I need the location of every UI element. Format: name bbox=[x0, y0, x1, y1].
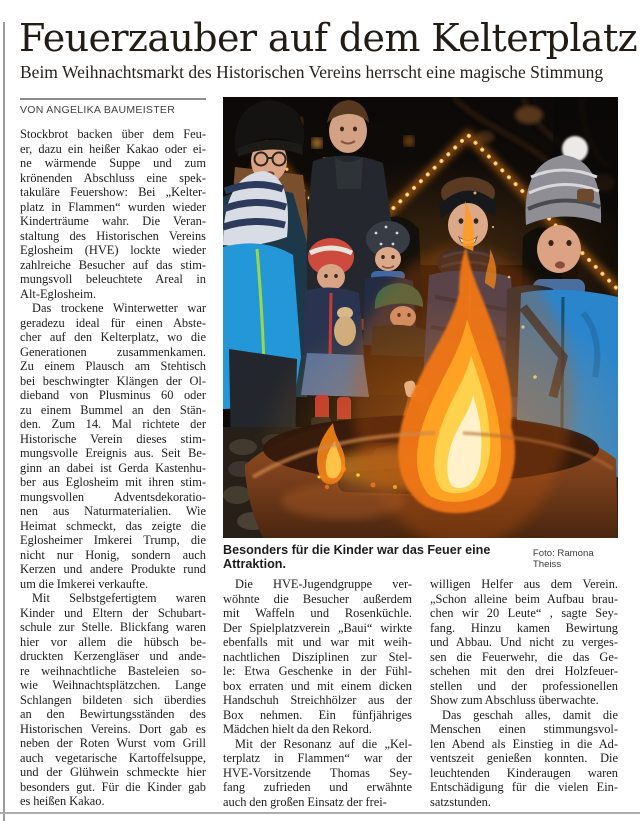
text-line: Generationen zusammenkamen. bbox=[20, 344, 206, 359]
text-line: Historischen Vereins. Dort gab es bbox=[20, 721, 206, 736]
text-line: dieband von Plusminus 60 oder bbox=[20, 388, 206, 402]
text-line: wöhnte die Besucher außerdem bbox=[223, 591, 412, 606]
text-line: platz in Flammen“ wurden wieder bbox=[20, 199, 206, 214]
text-line: ne wärmende Suppe und zum bbox=[20, 156, 206, 170]
text-line: Entschädigung für die vielen Ein- bbox=[430, 780, 618, 794]
text-line: takuläre Feuershow: Bei „Kelter- bbox=[20, 185, 206, 199]
text-line: Mit der Resonanz auf die „Kel- bbox=[235, 736, 412, 751]
text-line: Box nehmen. Ein fünfjähriges bbox=[223, 707, 412, 722]
text-line: hier vor allem die hübsch be- bbox=[20, 634, 206, 649]
text-line: leuchtenden Kinderaugen waren bbox=[430, 765, 618, 780]
paragraph bbox=[223, 737, 412, 810]
bottom-rule bbox=[0, 812, 640, 814]
text-line: auch den großen Einsatz der frei- bbox=[223, 794, 387, 809]
text-line: ebenfalls mit und war mit weih- bbox=[223, 635, 412, 649]
text-line: wie Weihnachtsplätzchen. Lange bbox=[20, 678, 206, 692]
text-line: box erraten und mit einem dicken bbox=[223, 678, 412, 693]
text-line: es heißen Kakao. bbox=[20, 794, 105, 808]
left-column-rule bbox=[3, 22, 5, 821]
text-line: Die HVE-Jugendgruppe ver- bbox=[235, 577, 412, 591]
text-line: Historische Verein dieses stim- bbox=[20, 431, 206, 446]
text-line: auch vegetarische Kartoffelsuppe, bbox=[20, 750, 206, 765]
text-column-middle bbox=[223, 577, 412, 809]
text-line: nicht nur Honig, sondern auch bbox=[20, 547, 206, 562]
text-line: „Schon alleine beim Aufbau brau- bbox=[430, 591, 618, 606]
text-line: sen die Feuerwehr, die das Ge- bbox=[430, 649, 618, 664]
text-line: mungsvollen Adventsdekoratio- bbox=[20, 489, 206, 504]
text-line: Zu einem Plausch am Stehtisch bbox=[20, 359, 206, 373]
text-line: zu einem Bummel an den Stän- bbox=[20, 402, 206, 417]
text-line: schehen mit den drei Holzfeuer- bbox=[430, 664, 618, 678]
text-line: Das geschah alles, damit die bbox=[442, 707, 618, 722]
text-column-left bbox=[20, 127, 206, 809]
text-line: er, dazu ein heißer Kakao oder ei- bbox=[20, 141, 206, 156]
text-line: Kerzen und andere Produkte rund bbox=[20, 562, 206, 576]
text-line: und Abbau. Und nicht zu verges- bbox=[430, 635, 618, 649]
text-line: Handschuh Streichhölzer aus der bbox=[223, 693, 412, 707]
text-line: besonders gut. Für die Kinder gab bbox=[20, 779, 206, 794]
text-line: terplatz in Flammen“ war der bbox=[223, 751, 412, 765]
text-line: mit Waffeln und Rosenküchle. bbox=[223, 606, 412, 620]
text-line: krönenden Abschluss eine spek- bbox=[20, 170, 206, 185]
text-line: cher auf den Kelterplatz, wo die bbox=[20, 330, 206, 344]
text-line: um die Imkerei verkaufte. bbox=[20, 576, 149, 591]
text-line: ber aus Eglosheim mit ihren stim- bbox=[20, 475, 206, 489]
text-line: Alt-Eglosheim. bbox=[20, 286, 97, 301]
text-line: fang. Hinzu kamen Bewirtung bbox=[430, 620, 618, 635]
text-line: satzstunden. bbox=[430, 794, 491, 809]
text-line: bei beschwingter Klängen der Ol- bbox=[20, 373, 206, 388]
article-byline: VON ANGELIKA BAUMEISTER bbox=[20, 104, 176, 116]
text-line: Heimat schmeckt, das zeigte die bbox=[20, 518, 206, 533]
text-line: nen aus Naturmaterialien. Wie bbox=[20, 504, 206, 518]
text-line: len Abend als Einstieg in die Ad- bbox=[430, 736, 618, 751]
article-headline: Feuerzauber auf dem Kelterplatz bbox=[19, 16, 638, 60]
text-line: mungsvolle Ereignis aus. Seit Be- bbox=[20, 446, 206, 460]
text-line: ginn an dabei ist Gerda Kastenhu- bbox=[20, 460, 206, 475]
text-line: nachtlichen Disziplinen zur Stel- bbox=[223, 649, 412, 664]
text-line: Das trockene Winterwetter war bbox=[32, 301, 206, 315]
text-line: Mädchen hielt da den Rekord. bbox=[223, 722, 372, 736]
photo-caption: Besonders für die Kinder war das Feuer eine Attraktion. bbox=[223, 543, 491, 571]
text-line: Menschen einen stimmungsvol- bbox=[430, 722, 618, 736]
text-line: schule zur Stelle. Blickfang waren bbox=[20, 620, 206, 634]
paragraph bbox=[430, 708, 618, 810]
text-line: Kinderträume wahr. Die Veran- bbox=[20, 214, 206, 228]
text-line: HVE-Vorsitzende Thomas Sey- bbox=[223, 765, 412, 780]
text-line: Mit Selbstgefertigtem waren bbox=[32, 591, 206, 605]
text-line: mungsvoll beleuchtete Areal in bbox=[20, 272, 206, 286]
text-line: Schlangen bildeten sich überdies bbox=[20, 692, 206, 707]
text-line: den. Zum 14. Mal richtete der bbox=[20, 417, 206, 431]
text-line: neben der Roten Wurst vom Grill bbox=[20, 736, 206, 750]
text-line: stellen und der professionellen bbox=[430, 678, 618, 693]
photo-caption-row bbox=[223, 543, 618, 571]
article-photo bbox=[223, 97, 618, 538]
text-line: willigen Helfer aus dem Verein. bbox=[430, 577, 618, 591]
text-line: chen wir 20 Leute“ , sagte Sey- bbox=[430, 606, 618, 620]
text-line: und der Glühwein schmeckte hier bbox=[20, 765, 206, 779]
paragraph bbox=[20, 127, 206, 301]
text-line: Der Spielplatzverein „Baui“ wirkte bbox=[223, 620, 412, 635]
text-line: staltung des Historischen Vereins bbox=[20, 228, 206, 243]
text-line: re weihnachtliche Basteleien so- bbox=[20, 663, 206, 678]
text-column-right bbox=[430, 577, 618, 809]
text-line: Eglosheim (HVE) lockte wieder bbox=[20, 243, 206, 257]
paragraph bbox=[430, 577, 618, 708]
text-line: Kinder und Eltern der Schubart- bbox=[20, 605, 206, 620]
text-line: ventszeit genießen konnten. Die bbox=[430, 751, 618, 765]
text-line: druckten Kerzengläser und ande- bbox=[20, 649, 206, 663]
byline-rule bbox=[20, 98, 206, 100]
text-line: Eglosheimer Imkerei Trump, die bbox=[20, 533, 206, 547]
text-line: an den Bewirtungsständen des bbox=[20, 707, 206, 721]
text-line: le: Etwa Geschenke in der Fühl- bbox=[223, 664, 412, 678]
text-line: fang zufrieden und erwähnte bbox=[223, 780, 412, 794]
photo-illustration bbox=[223, 97, 618, 538]
paragraph bbox=[20, 301, 206, 591]
text-line: Stockbrot backen über dem Feu- bbox=[20, 127, 206, 141]
text-line: geradezu ideal für einen Abste- bbox=[20, 315, 206, 330]
text-line: zahlreiche Besucher auf das stim- bbox=[20, 257, 206, 272]
article-subheadline: Beim Weihnachtsmarkt des Historischen Vereins herrscht eine magische Stimmung bbox=[20, 62, 604, 82]
paragraph bbox=[223, 577, 412, 737]
photo-credit: Foto: Ramona Theiss bbox=[532, 548, 594, 570]
text-line: Show zum Abschluss überwachte. bbox=[430, 693, 599, 707]
paragraph bbox=[20, 591, 206, 809]
